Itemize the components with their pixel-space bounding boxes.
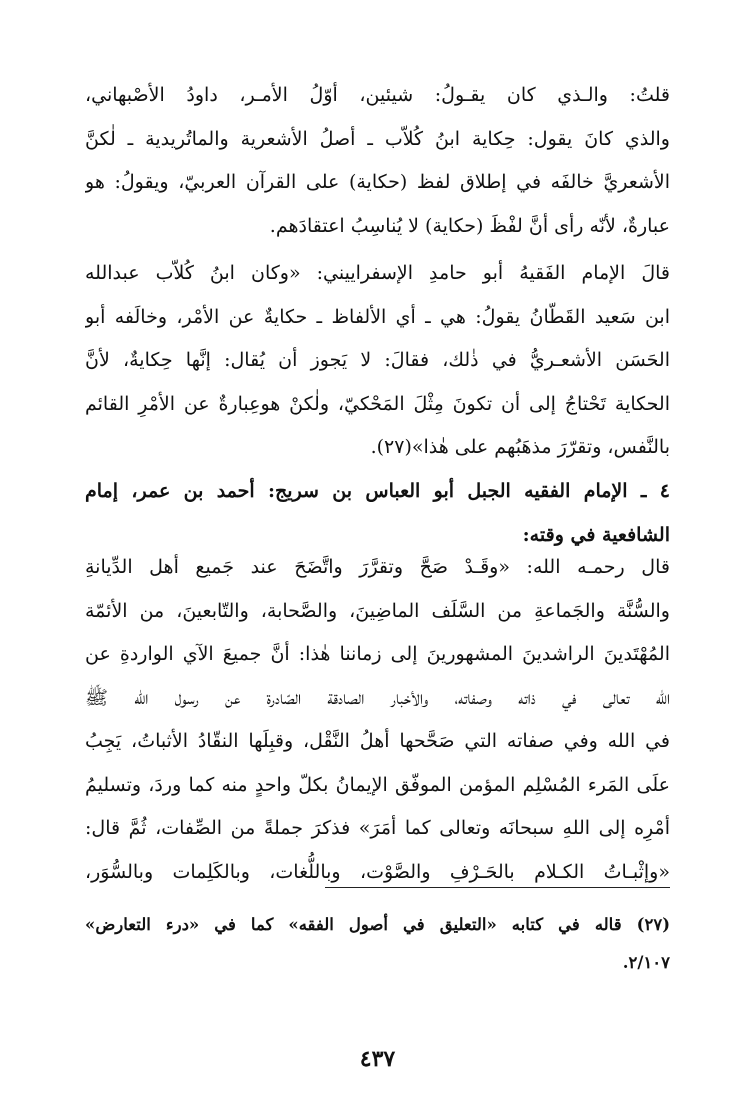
text-line: الأشعريَّ خالفَه في إطلاق لفظ (حكاية) على القرآن العربيّ، ويقولُ: هو (85, 171, 670, 193)
text-line: الحكاية تَحْتاجُ إلى أن تكونَ مِثْلَ المَحْكيّ، ولٰكنْ هوعِبارةٌ عن الأمْرِ القائم (85, 392, 670, 415)
paragraph-1 (85, 74, 670, 248)
section-heading (85, 470, 670, 557)
text-line: ابن سَعيد القَطّانُ يقولُ: هي ـ أي الألفاظ ـ حكايةٌ عن الأمْر، وخالَفه أبو (85, 305, 670, 328)
heading-line: ٤ ـ الإمام الفقيه الجبل أبو العباس بن سريج: أحمد بن عمر، إمام (85, 480, 670, 502)
text-line: المُهْتَدينَ الراشدينَ المشهورينَ إلى زماننا هٰذا: أنَّ جميعَ الآي الواردةِ عن (85, 643, 670, 665)
text-line: الله تعالى في ذاته وصفاته، والأخبار الصادقة الصّادرة عن رسول الله ﷺ (85, 686, 670, 709)
text-line: علَى المَرء المُسْلِم المؤمن الموفّق الإيمانُ بكلّ واحدٍ منه كما وردَ، وتسليمُ (85, 773, 670, 796)
page-number: ٤٣٧ (359, 1046, 396, 1072)
text-line: قالَ الإمام الفَقيهُ أبو حامدِ الإسفراييني: «وكان ابنُ كُلاّب عبدالله (85, 262, 670, 284)
text-line: قال رحمـه الله: «وقَـدْ صَحَّ وتقرَّرَ واتَّضَحَ عند جَميع أهل الدِّيانةِ (85, 556, 670, 578)
text-line: والذي كانَ يقول: حِكاية ابنُ كُلاّب ـ أصلُ الأشعرية والماتُريدية ـ لٰكنَّ (85, 127, 670, 150)
text-line: بالنَّفس، وتقرّرَ مذهَبُهم على هٰذا»(٢٧). (370, 436, 670, 458)
footnote-line: (٢٧) قاله في كتابه «التعليق في أصول الفقه» كما في «درء التعارض» (85, 915, 670, 934)
text-line: والسُّنَّة والجَماعةِ من السَّلَف الماضِينَ، والصَّحابة، والتّابعينَ، من الأئمّة (85, 599, 670, 622)
heading-line: الشافعية في وقته: (522, 523, 670, 546)
paragraph-3 (85, 546, 670, 894)
text-line: «وإثْبـاتُ الكـلام بالحَـرْفِ والصَّوْت، وباللُّغات، وبالكَلِمات وبالسُّوَر، (85, 860, 670, 883)
footnote-line: ٢/١٠٧. (622, 953, 670, 972)
footnote-divider (325, 887, 670, 888)
text-line: عبارةٌ، لأنّه رأى أنَّ لفْظَ (حكاية) لا يُناسِبُ اعتقادَهم. (269, 214, 670, 237)
text-line: قلتُ: والـذي كان يقـولُ: شيئين، أوّلُ الأمـر، داودُ الأصْبهاني، (85, 84, 670, 106)
text-line: أمْرِه إلى اللهِ سبحانَه وتعالى كما أمَرَ» فذكرَ جملةً من الصِّفات، ثُمَّ قال: (85, 817, 670, 839)
paragraph-2 (85, 252, 670, 470)
text-line: في الله وفي صفاته التي صَحَّحها أهلُ النَّقْل، وقبِلَها النقّادُ الأثباتُ، يَجِبُ (85, 730, 670, 752)
footnote (85, 906, 670, 982)
text-line: الحَسَن الأشعـريُّ في ذٰلك، فقالَ: لا يَجوز أن يُقال: إنَّها حِكايةٌ، لأنَّ (85, 349, 670, 371)
